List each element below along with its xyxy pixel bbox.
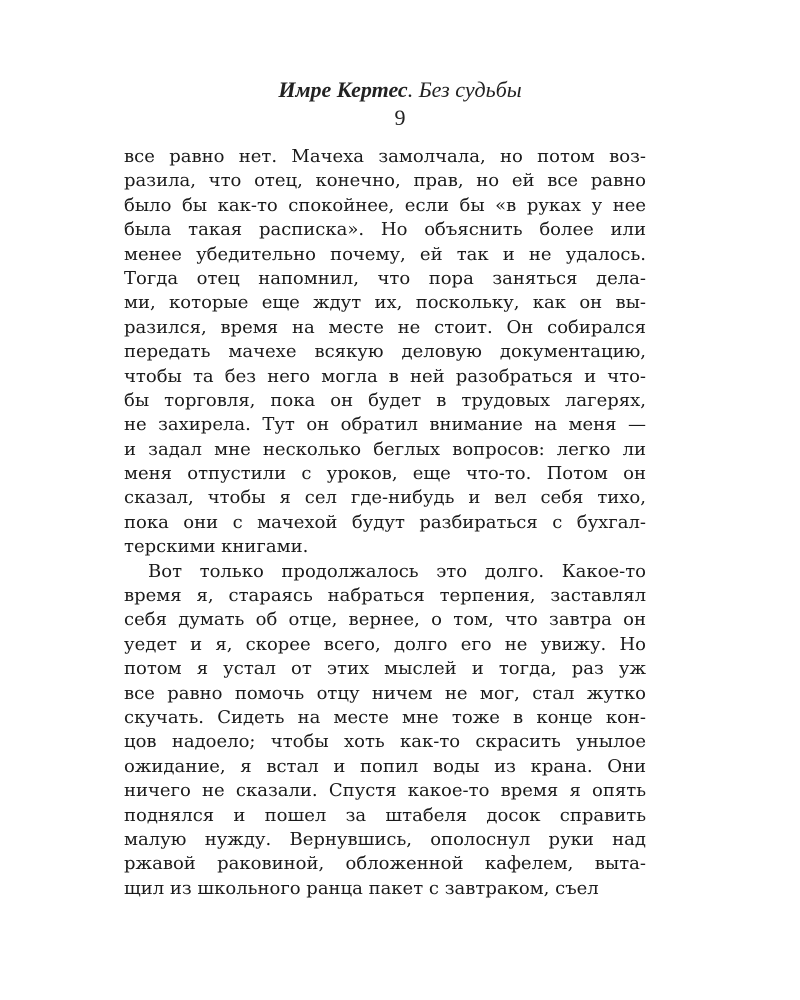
text-line: ожидание, я встал и попил воды из крана. Они (124, 755, 646, 777)
text-line: меня отпустили с уроков, еще что-то. Потом он (124, 463, 646, 485)
text-line: бы торговля, пока он будет в трудовых лагерях, (124, 389, 646, 411)
text-line: терскими книгами. (124, 536, 309, 558)
text-line: поднялся и пошел за штабеля досок справить (124, 804, 646, 826)
text-line: все равно нет. Мачеха замолчала, но потом воз- (124, 146, 646, 167)
text-line: ничего не сказали. Спустя какое-то время я опять (124, 780, 646, 802)
text-line: разился, время на месте не стоит. Он собирался (124, 316, 646, 338)
text-line: была такая расписка». Но объяснить более или (124, 219, 646, 241)
text-line: не захирела. Тут он обратил внимание на меня — (124, 414, 646, 436)
page-number: 9 (394, 105, 406, 130)
body-text (124, 145, 646, 901)
text-line: потом я устал от этих мыслей и тогда, раз уж (124, 658, 646, 680)
text-line: щил из школьного ранца пакет с завтраком, съел (124, 877, 599, 899)
text-line: и задал мне несколько беглых вопросов: легко ли (124, 438, 646, 460)
text-line: себя думать об отце, вернее, о том, что завтра он (124, 609, 646, 631)
text-line: уедет и я, скорее всего, долго его не увижу. Но (124, 633, 646, 655)
header-author: Имре Кертес (278, 77, 408, 102)
text-line: ми, которые еще ждут их, поскольку, как он вы- (124, 292, 646, 314)
text-line: пока они с мачехой будут разбираться с бухгал- (124, 511, 646, 533)
paragraph (124, 145, 646, 560)
text-line: передать мачехе всякую деловую документацию, (124, 341, 646, 363)
header-title: Без судьбы (418, 77, 522, 102)
text-line: менее убедительно почему, ей так и не удалось. (124, 243, 646, 265)
running-header (0, 76, 800, 104)
text-line: было бы как-то спокойнее, если бы «в руках у нее (124, 194, 646, 216)
text-line: скучать. Сидеть на месте мне тоже в конце кон- (124, 706, 646, 728)
text-line: Тогда отец напомнил, что пора заняться дела- (124, 267, 646, 289)
text-line: разила, что отец, конечно, прав, но ей все равно (124, 170, 646, 192)
text-line: ржавой раковиной, обложенной кафелем, выта- (124, 853, 646, 875)
text-line: малую нужду. Вернувшись, ополоснул руки над (124, 828, 646, 850)
text-line: сказал, чтобы я сел где-нибудь и вел себя тихо, (124, 487, 646, 509)
text-line: все равно помочь отцу ничем не мог, стал жутко (124, 682, 646, 704)
header-separator: . (407, 77, 414, 102)
paragraph (124, 560, 646, 901)
text-line: время я, стараясь набраться терпения, заставлял (124, 585, 646, 607)
text-line: цов надоело; чтобы хоть как-то скрасить унылое (124, 731, 646, 753)
text-line: Вот только продолжалось это долго. Какое-то (148, 560, 646, 582)
text-line: чтобы та без него могла в ней разобраться и что- (124, 365, 646, 387)
